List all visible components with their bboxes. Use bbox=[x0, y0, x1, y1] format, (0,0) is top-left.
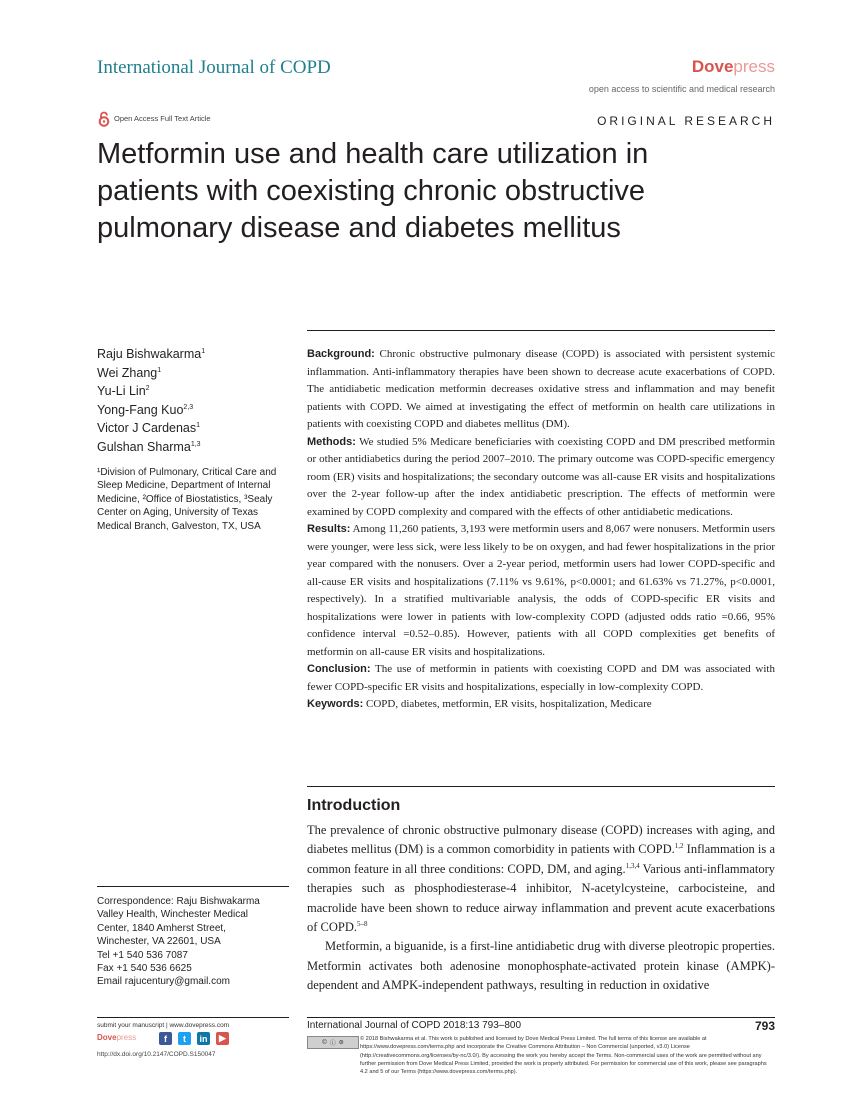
journal-name[interactable]: International Journal of COPD bbox=[97, 57, 331, 78]
doi-link[interactable]: http://dx.doi.org/10.2147/COPD.S150047 bbox=[97, 1051, 216, 1058]
correspondence-line: Winchester, VA 22601, USA bbox=[97, 936, 221, 948]
correspondence-label: Correspondence: Raju Bishwakarma bbox=[97, 896, 260, 907]
introduction-heading: Introduction bbox=[307, 797, 401, 814]
correspondence-line: Fax +1 540 536 6625 bbox=[97, 963, 192, 975]
social-links bbox=[159, 1032, 229, 1045]
youtube-icon[interactable]: ▶ bbox=[216, 1032, 229, 1045]
footer-rule-left bbox=[97, 1017, 289, 1018]
author: Gulshan Sharma$^{1,3}$ bbox=[97, 439, 201, 454]
license-text: © 2018 Bishwakarma et al. This work is published and licensed by Dove Medical Press Limited. The full terms of this license are available at https://www.dovepress.com/terms.php and incorporate the Creative Commons Attribution – Non Commercial (unported, v3.0) License (http://creativecommons.org/licenses/by-nc/3.0/). By accessing the work you hereby accept the Terms. Non-commercial uses of the work are permitted without any further permission from Dove Medical Press Limited, provided the work is properly attributed. For permission for commercial use of this work, please see paragraphs 4.2 and 5 of our Terms (https://www.dovepress.com/terms.php). bbox=[360, 1036, 767, 1076]
correspondence-line: Center, 1840 Amherst Street, bbox=[97, 922, 226, 934]
author: Wei Zhang$^1$ bbox=[97, 365, 162, 380]
abstract-top-rule bbox=[307, 330, 775, 331]
open-access-label: Open Access Full Text Article bbox=[114, 114, 211, 123]
abstract-keywords: Keywords: COPD, diabetes, metformin, ER visits, hospitalization, Medicare bbox=[307, 698, 652, 710]
intro-paragraph: The prevalence of chronic obstructive pulmonary disease (COPD) increases with aging, and diabetes mellitus (DM) is a common comorbidity in patients with COPD.$^{1,2}$ Inflammation is a common feature in all three conditions: COPD, DM, and aging.$^{1,3,4}$ Various anti-inflammatory therapies such as phosphodiesterase-4 inhibitor, N-acetylcysteine, carbocisteine, and macrolide have been shown to reduce airway inflammation and prevent acute exacerbations of COPD.$^{5-8}$ bbox=[307, 823, 776, 935]
abstract-bottom-rule bbox=[307, 786, 775, 787]
abstract-background: Background: Chronic obstructive pulmonary disease (COPD) is associated with persistent systemic inflammation. Anti-inflammatory therapies have been shown to decrease acute exacerbations of COPD. The antidiabetic medication metformin decreases oxidative stress and inflammation and may benefit patients with COPD. We aimed at investigating the effect of metformin on health care utilizations in patients with coexisting COPD and diabetes mellitus (DM). bbox=[307, 348, 776, 430]
abstract-conclusion: Conclusion: The use of metformin in patients with coexisting COPD and DM was associated with fewer COPD-specific ER visits and hospitalizations, especially in low-complexity COPD. bbox=[307, 663, 775, 693]
footer-rule-right bbox=[307, 1017, 775, 1018]
correspondence bbox=[97, 895, 289, 989]
affiliations: ¹Division of Pulmonary, Critical Care and Sleep Medicine, Department of Internal Medicine, ²Office of Biostatistics, ³Sealy Center on Aging, University of Texas Medical Branch, Galveston, TX, USA bbox=[97, 467, 277, 532]
abstract bbox=[307, 346, 775, 714]
author: Yong-Fang Kuo$^{2,3}$ bbox=[97, 402, 194, 417]
twitter-icon[interactable]: t bbox=[178, 1032, 191, 1045]
abstract-results: Results: Among 11,260 patients, 3,193 were metformin users and 8,067 were nonusers. Metformin users were younger, were less sick, were less likely to be on oxygen, and had fewer hospitalizations in the prior year compared with the nonusers. Over a 2-year period, metformin users had lower COPD-specific and all-cause ER visits and hospitalizations (7.11% vs 9.61%, p<0.0001; and 61.63% vs 71.27%, p<0.0001, respectively). In a stratified multivariable analysis, the odds of COPD-specific ER visits and hospitalizations were lower in patients with low-complexity COPD (adjusted odds ratio =0.66, 95% confidence interval =0.52–0.85). However, patients with all COPD complexities get benefits of metformin on all-cause ER visits and hospitalizations. bbox=[307, 523, 775, 658]
author: Victor J Cardenas$^1$ bbox=[97, 421, 201, 435]
creative-commons-icon[interactable]: © ⓘ ⊜ bbox=[307, 1036, 359, 1049]
introduction-body bbox=[307, 821, 775, 996]
facebook-icon[interactable]: f bbox=[159, 1032, 172, 1045]
brand-bold: Dove bbox=[691, 57, 734, 76]
correspondence-rule bbox=[97, 886, 289, 887]
page-number: 793 bbox=[754, 1019, 775, 1033]
footer-dovepress-logo[interactable]: Dovepress bbox=[97, 1033, 137, 1042]
open-access-icon bbox=[97, 111, 111, 127]
correspondence-line: Tel +1 540 536 7087 bbox=[97, 949, 188, 961]
author: Raju Bishwakarma$^1$ bbox=[97, 347, 206, 361]
submit-manuscript-link[interactable]: submit your manuscript | www.dovepress.com bbox=[97, 1022, 230, 1029]
intro-paragraph: Metformin, a biguanide, is a first-line antidiabetic drug with diverse pleotropic properties. Metformin activates both adenosine monophosphate-activated protein kinase (AMPK)-dependent and AMPK-independent pathways, resulting in reduction in oxidative bbox=[307, 939, 775, 993]
correspondence-email[interactable]: Email rajucentury@gmail.com bbox=[97, 976, 230, 988]
tagline: open access to scientific and medical research bbox=[588, 84, 775, 94]
dovepress-logo[interactable] bbox=[692, 57, 775, 77]
abstract-methods: Methods: We studied 5% Medicare beneficiaries with coexisting COPD and DM prescribed metformin or other antidiabetics during the period 2007–2010. The primary outcome was COPD-specific emergency room (ER) visits and hospitalizations; the secondary outcome was all-cause ER visits and hospitalizations over the 2-year follow-up after the index antidiabetic prescription. The effects of metformin were examined by COPD complexity and compared with the effects of other antidiabetic medications. bbox=[307, 435, 775, 518]
correspondence-line: Valley Health, Winchester Medical bbox=[97, 909, 248, 921]
author-list bbox=[97, 345, 205, 456]
article-title: Metformin use and health care utilization in patients with coexisting chronic obstructive pulmonary disease and diabetes mellitus bbox=[97, 138, 649, 244]
journal-citation: International Journal of COPD 2018:13 793–800 bbox=[307, 1020, 522, 1031]
brand-light: press bbox=[733, 57, 775, 76]
author: Yu-Li Lin$^2$ bbox=[97, 384, 150, 398]
article-type: ORIGINAL RESEARCH bbox=[597, 114, 775, 128]
linkedin-icon[interactable]: in bbox=[197, 1032, 210, 1045]
